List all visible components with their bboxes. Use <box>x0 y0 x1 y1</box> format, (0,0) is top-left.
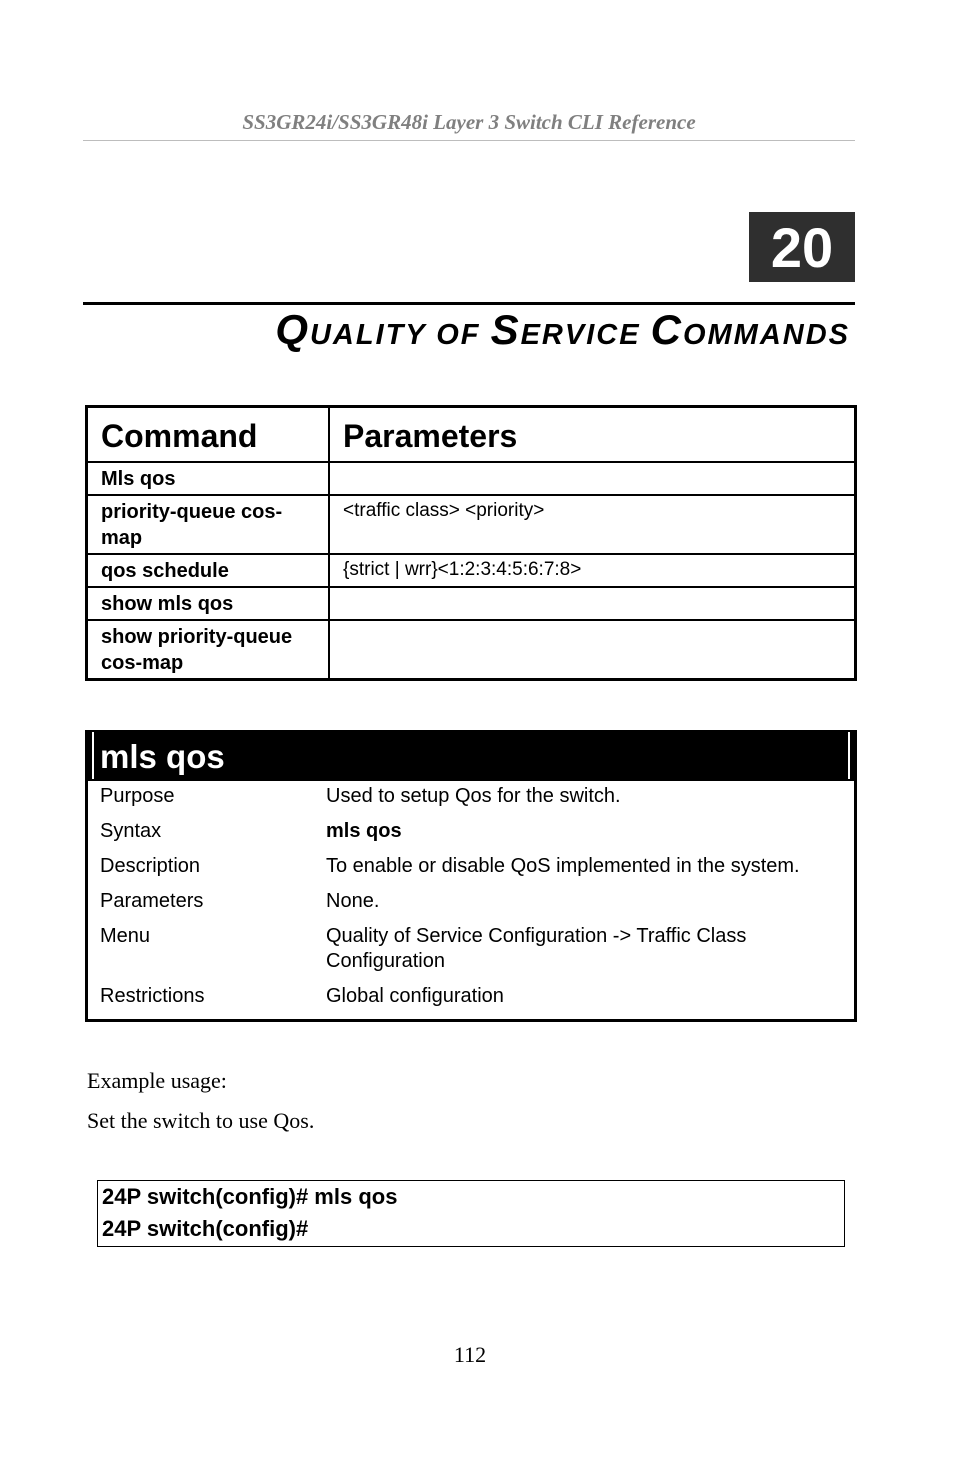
parameters-cell <box>329 587 856 620</box>
detail-value: Used to setup Qos for the switch. <box>326 785 621 807</box>
command-detail-box <box>85 730 857 1022</box>
chapter-number-box <box>749 212 855 282</box>
chapter-title-cap-1: Q <box>275 306 310 353</box>
page-number: 112 <box>453 1342 487 1367</box>
detail-value: To enable or disable QoS implemented in the system. <box>326 855 800 877</box>
chapter-title-cap-2: S <box>490 306 521 353</box>
detail-row-menu <box>88 924 854 984</box>
column-header-parameters: Parameters <box>329 407 856 463</box>
header-right-bar <box>848 732 850 779</box>
code-line: 24P switch(config)# <box>102 1216 309 1241</box>
command-table-header <box>87 407 856 463</box>
command-detail-header <box>88 730 854 781</box>
table-row <box>87 620 856 680</box>
detail-row-restrictions <box>88 984 854 1019</box>
header-left-bar <box>92 732 94 779</box>
parameters-cell <box>329 462 856 495</box>
detail-value: Global configuration <box>326 985 504 1007</box>
code-example <box>97 1180 845 1247</box>
table-row <box>87 495 856 554</box>
command-cell: show mls qos <box>87 587 330 620</box>
detail-row-parameters <box>88 889 854 924</box>
chapter-number: 20 <box>770 215 834 279</box>
command-detail-title: mls qos <box>100 738 225 775</box>
command-cell: show priority-queue cos-map <box>87 620 330 680</box>
detail-row-syntax <box>88 819 854 854</box>
command-cell: Mls qos <box>87 462 330 495</box>
detail-value: Quality of Service Configuration -> Traffic Class Configuration <box>326 925 747 972</box>
detail-label: Syntax <box>100 820 162 842</box>
detail-label: Restrictions <box>100 985 205 1007</box>
table-row <box>87 554 856 587</box>
detail-label: Description <box>100 855 201 877</box>
example-description: Set the switch to use Qos. <box>87 1108 315 1133</box>
detail-value: mls qos <box>326 820 402 842</box>
detail-row-purpose <box>88 784 854 819</box>
detail-value: None. <box>326 890 380 912</box>
running-header: SS3GR24i/SS3GR48i Layer 3 Switch CLI Reference <box>242 110 696 134</box>
detail-label: Menu <box>100 925 151 947</box>
command-detail-table <box>88 784 854 1019</box>
code-line: 24P switch(config)# mls qos <box>102 1184 398 1209</box>
command-table <box>85 405 857 681</box>
column-header-command: Command <box>87 407 330 463</box>
chapter-title-rest-3: OMMANDS <box>682 319 850 351</box>
detail-row-description <box>88 854 854 889</box>
detail-label: Parameters <box>100 890 204 912</box>
detail-label: Purpose <box>100 785 175 807</box>
chapter-title-rest-2: ERVICE <box>520 319 651 351</box>
parameters-cell: <traffic class> <priority> <box>329 495 856 554</box>
header-divider <box>83 140 855 141</box>
chapter-title <box>275 306 850 354</box>
table-row <box>87 462 856 495</box>
example-label: Example usage: <box>87 1068 227 1093</box>
parameters-cell <box>329 620 856 680</box>
chapter-title-cap-3: C <box>650 306 683 353</box>
command-cell: qos schedule <box>87 554 330 587</box>
parameters-cell: {strict | wrr}<1:2:3:4:5:6:7:8> <box>329 554 856 587</box>
chapter-divider <box>83 302 855 305</box>
command-cell: priority-queue cos-map <box>87 495 330 554</box>
chapter-title-rest-1: UALITY OF <box>309 319 491 351</box>
table-row <box>87 587 856 620</box>
